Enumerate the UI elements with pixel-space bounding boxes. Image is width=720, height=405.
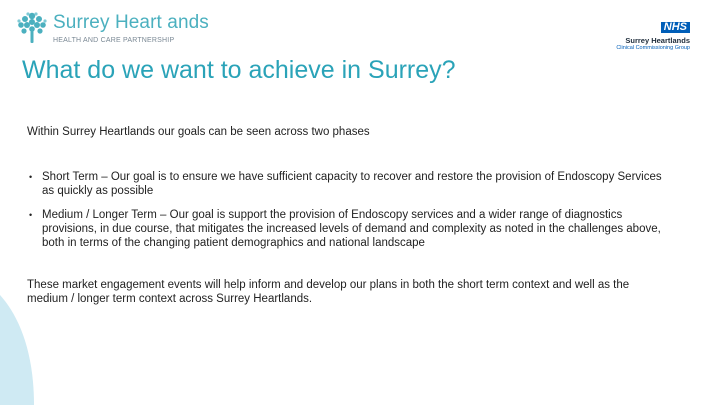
logo-name: Surrey Heart ands	[53, 12, 209, 33]
org-subtitle: Clinical Commissioning Group	[616, 45, 690, 51]
decorative-corner-shape	[0, 295, 40, 405]
list-item	[27, 170, 667, 198]
tree-icon	[14, 10, 50, 46]
nhs-logo	[600, 17, 690, 49]
goal-list	[27, 170, 667, 250]
org-name: Surrey Heartlands	[625, 36, 690, 45]
slide-title: What do we want to achieve in Surrey?	[22, 56, 456, 84]
bullet-icon: •	[29, 172, 33, 182]
list-item-text: Short Term – Our goal is to ensure we have sufficient capacity to recover and restore the provision of Endoscopy Services as quickly as possible	[42, 171, 662, 197]
list-item	[27, 208, 667, 250]
outro-text: These market engagement events will help inform and develop our plans in both the short term context and well as the medium / longer term context across Surrey Heartlands.	[27, 279, 630, 305]
surrey-heartlands-logo	[14, 10, 209, 50]
nhs-badge: NHS	[661, 22, 690, 33]
logo-subtitle: HEALTH AND CARE PARTNERSHIP	[53, 37, 175, 44]
list-item-text: Medium / Longer Term – Our goal is support the provision of Endoscopy services and a wider range of diagnostics provisions, in due course, that mitigates the increased levels of demand and complexity as noted in the challenges above, both in terms of the changing patient demographics and national landscape	[42, 209, 661, 249]
bullet-icon: •	[29, 210, 33, 220]
slide-body	[27, 125, 667, 318]
intro-text: Within Surrey Heartlands our goals can be seen across two phases	[27, 126, 370, 138]
